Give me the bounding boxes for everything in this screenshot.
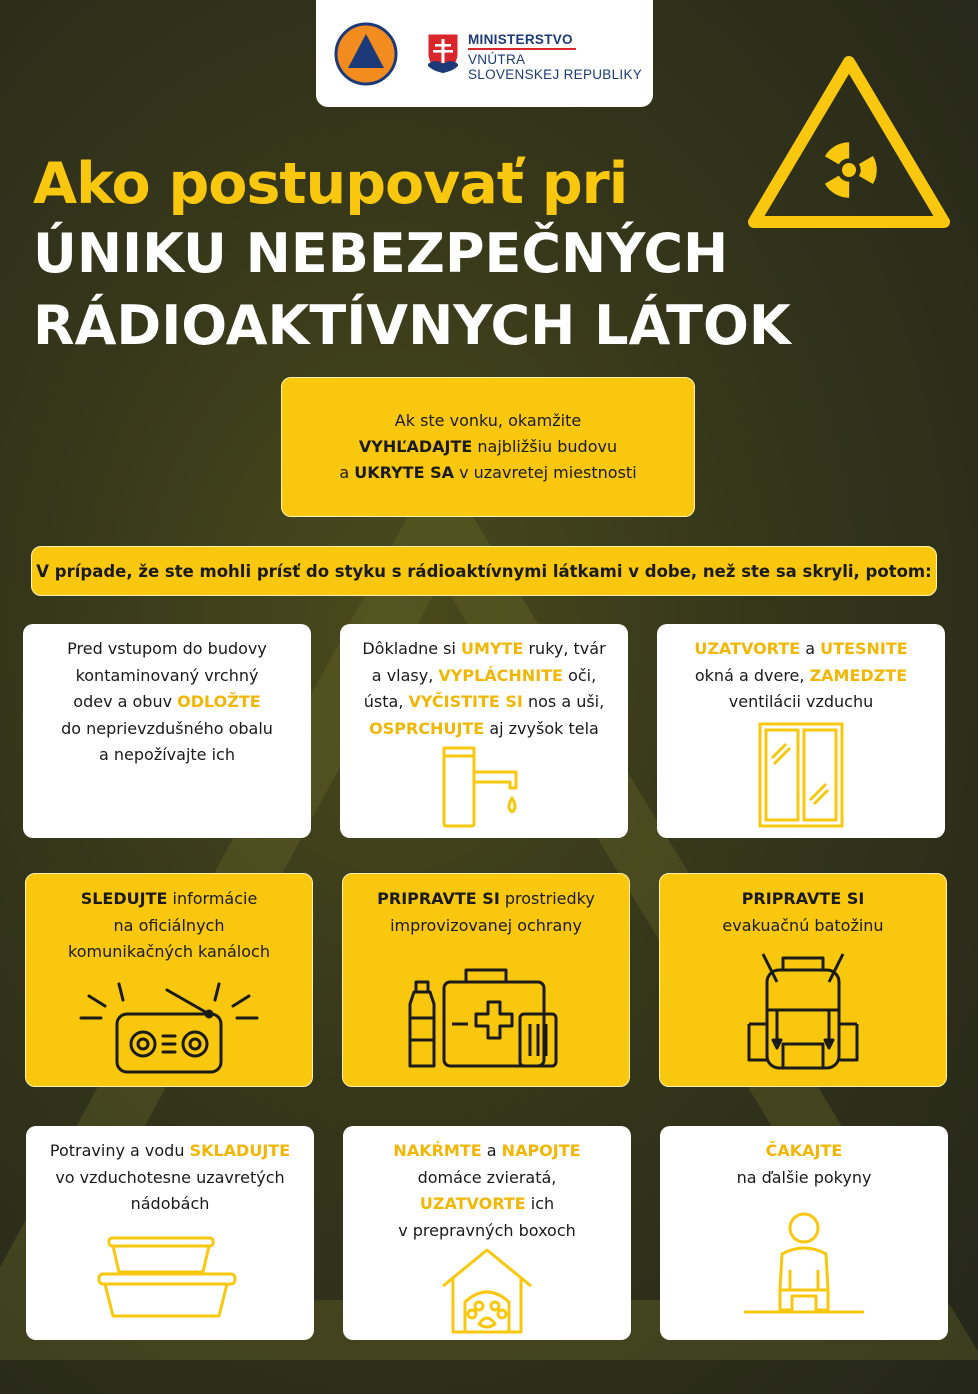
card-text-part: a vlasy, [371,665,439,685]
card-text: na oficiálnych [113,915,225,935]
card-keyword: OSPRCHUJTE [369,718,485,738]
card-text [353,1191,621,1218]
card-text [667,663,935,690]
card-follow-info [25,873,313,1087]
card-text-part: aj zvyšok tela [484,718,599,738]
sitting-person-icon [660,1210,948,1320]
card-text: domáce zvieratá, [417,1167,557,1187]
card-text: vo vzduchotesne uzavretých [55,1167,285,1187]
card-keyword: SKLADUJTE [189,1141,291,1160]
card-text: kontaminovaný vrchný [75,665,259,685]
card-keyword: NAPOJTE [501,1141,581,1160]
card-text-part: Potraviny a vodu [49,1141,190,1160]
card-text [36,1138,304,1165]
card-text [667,636,935,663]
card-text: a nepožívajte ich [99,745,235,764]
intro-keyword-shelter: UKRYTE SA [354,463,454,482]
ministry-line-2: VNÚTRA [468,52,526,67]
card-text [670,886,936,913]
intro-line-1: Ak ste vonku, okamžite [394,411,582,430]
card-text [36,886,302,913]
ministry-line-1: MINISTERSTVO [468,32,573,47]
title-line-1: Ako postupovať pri [33,151,628,217]
card-text-part: okná a dvere, [694,665,810,685]
card-keyword: UZATVORTE [694,639,801,658]
card-text-part: nos a uši, [522,692,605,711]
card-keyword: VYČISTITE SI [408,692,523,711]
card-text: komunikačných kanáloch [68,942,270,961]
card-text: Pred vstupom do budovy [67,639,267,658]
card-keyword: UTESNITE [820,639,908,658]
card-wash [340,624,628,838]
card-text: evakuačnú batožinu [722,915,884,935]
card-wait [660,1126,948,1340]
card-text-part: ústa, [363,692,409,711]
card-text-part: oči, [562,665,597,685]
ministry-name [468,32,642,82]
card-keyword: UZATVORTE [419,1194,526,1213]
card-text [350,689,618,716]
card-text-part: ich [525,1194,555,1213]
pet-house-icon [343,1246,631,1336]
card-evacuation-bag [659,873,947,1087]
card-keyword: SLEDUJTE [80,889,168,908]
card-text: improvizovanej ochrany [390,915,582,935]
faucet-icon [340,742,628,832]
card-text: ventilácii vzduchu [728,692,874,711]
card-keyword: ODLOŽTE [177,692,261,711]
intro-keyword-find: VYHĽADAJTE [358,437,473,456]
first-aid-kit-icon [343,962,629,1072]
card-text-part: Dôkladne si [362,639,462,658]
card-keyword: PRIPRAVTE SI [377,889,500,908]
intro-box [281,377,695,517]
civil-protection-emblem-icon [334,22,398,86]
card-pets [343,1126,631,1340]
card-text-part: odev a obuv [73,692,178,711]
intro-text: v uzavretej miestnosti [454,463,637,482]
card-text [33,689,301,716]
page-title [33,150,833,362]
intro-line-3 [282,460,694,486]
card-text-part: prostriedky [499,889,595,908]
card-keyword: ČAKAJTE [765,1141,843,1160]
card-prepare-protection [342,873,630,1087]
card-discard-clothing [23,624,311,838]
card-store-food [26,1126,314,1340]
card-text [353,1138,621,1165]
window-icon [657,720,945,830]
instruction-banner: V prípade, že ste mohli prísť do styku s rádioaktívnymi látkami v dobe, než ste sa skryli, potom: [31,546,937,596]
card-text: nádobách [130,1194,210,1213]
ministry-rule [468,48,576,50]
slovak-crest-icon [426,32,460,74]
food-container-icon [26,1230,314,1320]
card-text-part: a [481,1141,502,1160]
ministry-line-3: SLOVENSKEJ REPUBLIKY [468,67,643,82]
card-text [353,886,619,913]
card-text-part: a [800,639,821,658]
intro-text: a [339,463,355,482]
card-text [670,1138,938,1165]
card-keyword: PRIPRAVTE SI [741,889,865,908]
card-text: do neprievzdušného obalu [61,718,273,738]
card-keyword: UMYTE [461,639,524,658]
card-text: na ďalšie pokyny [736,1167,872,1187]
card-keyword: ZAMEDZTE [809,665,908,685]
logo-header [316,0,653,107]
intro-line-2 [282,434,694,460]
card-text-part: informácie [167,889,258,908]
backpack-icon [660,948,946,1078]
card-text-part: ruky, tvár [523,639,606,658]
card-keyword: VYPLÁCHNITE [438,665,563,685]
card-text [350,636,618,663]
card-text [350,716,618,743]
card-text [350,663,618,690]
card-seal-windows [657,624,945,838]
title-line-2: ÚNIKU NEBEZPEČNÝCH [33,222,729,285]
card-text: v prepravných boxoch [398,1220,576,1240]
title-line-3: RÁDIOAKTÍVNYCH LÁTOK [33,294,791,357]
radio-icon [26,978,312,1078]
intro-text: najbližšiu budovu [472,437,618,456]
card-keyword: NAKŔMTE [393,1141,482,1160]
